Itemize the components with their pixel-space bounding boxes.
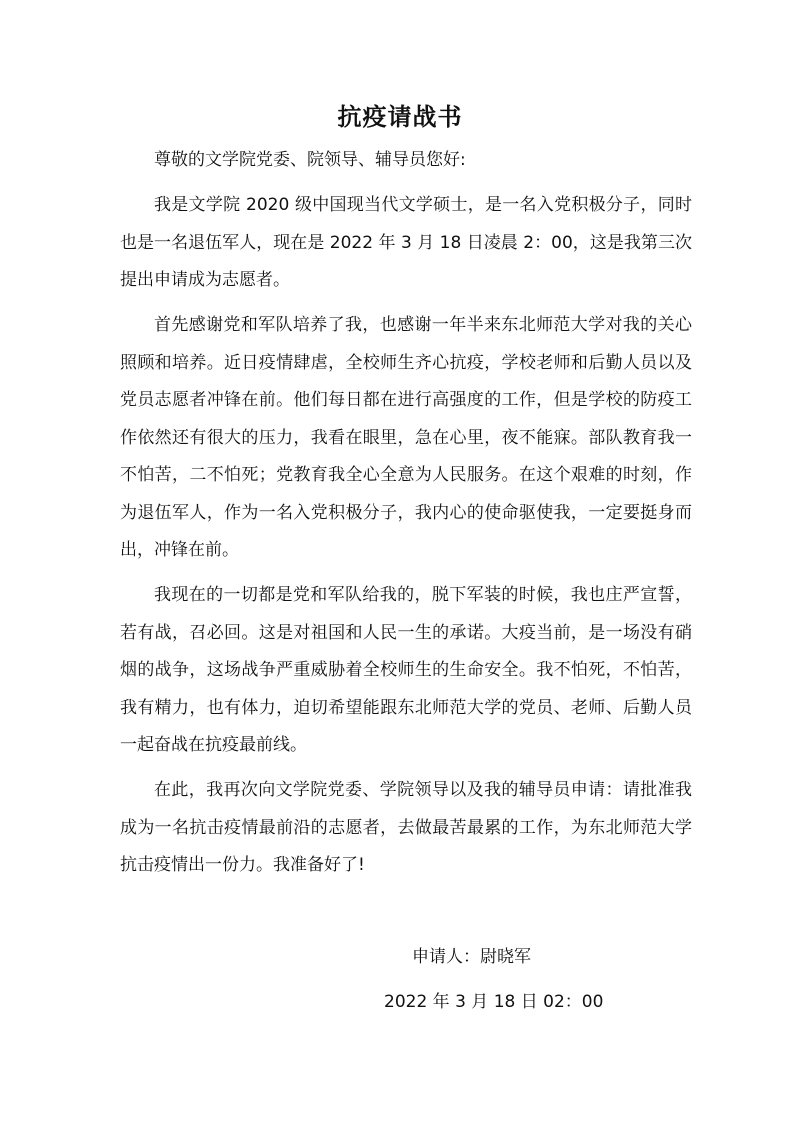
signature-applicant: 申请人：尉晓军 — [412, 947, 531, 967]
letter-body — [120, 142, 692, 892]
paragraph-oath: 我现在的一切都是党和军队给我的，脱下军装的时候，我也庄严宣誓，若有战，召必回。这是对祖国和人民一生的承诺。大疫当前，是一场没有硝烟的战争，这场战争严重威胁着全校师生的生命安全。我不怕死，不怕苦，我有精力，也有体力，迫切希望能跟东北师范大学的党员、老师、后勤人员一起奋战在抗疫最前线。 — [120, 585, 692, 755]
paragraph-intro: 我是文学院 2020 级中国现当代文学硕士，是一名入党积极分子，同时也是一名退伍军人，现在是 2022 年 3 月 18 日凌晨 2：00，这是我第三次提出申请成为志愿者。 — [120, 195, 692, 290]
paragraph-gratitude: 首先感谢党和军队培养了我，也感谢一年半来东北师范大学对我的关心照顾和培养。近日疫情肆虐，全校师生齐心抗疫，学校老师和后勤人员以及党员志愿者冲锋在前。他们每日都在进行高强度的工作，但是学校的防疫工作依然还有很大的压力，我看在眼里，急在心里，夜不能寐。部队教育我一不怕苦，二不怕死；党教育我全心全意为人民服务。在这个艰难的时刻，作为退伍军人，作为一名入党积极分子，我内心的使命驱使我，一定要挺身而出，冲锋在前。 — [120, 315, 692, 560]
paragraph-request: 在此，我再次向文学院党委、学院领导以及我的辅导员申请：请批准我成为一名抗击疫情最前沿的志愿者，去做最苦最累的工作，为东北师范大学抗击疫情出一份力。我准备好了! — [120, 780, 692, 875]
signature-date: 2022 年 3 月 18 日 02：00 — [384, 992, 604, 1012]
salutation: 尊敬的文学院党委、院领导、辅导员您好: — [154, 150, 466, 170]
document-title: 抗疫请战书 — [337, 103, 463, 131]
